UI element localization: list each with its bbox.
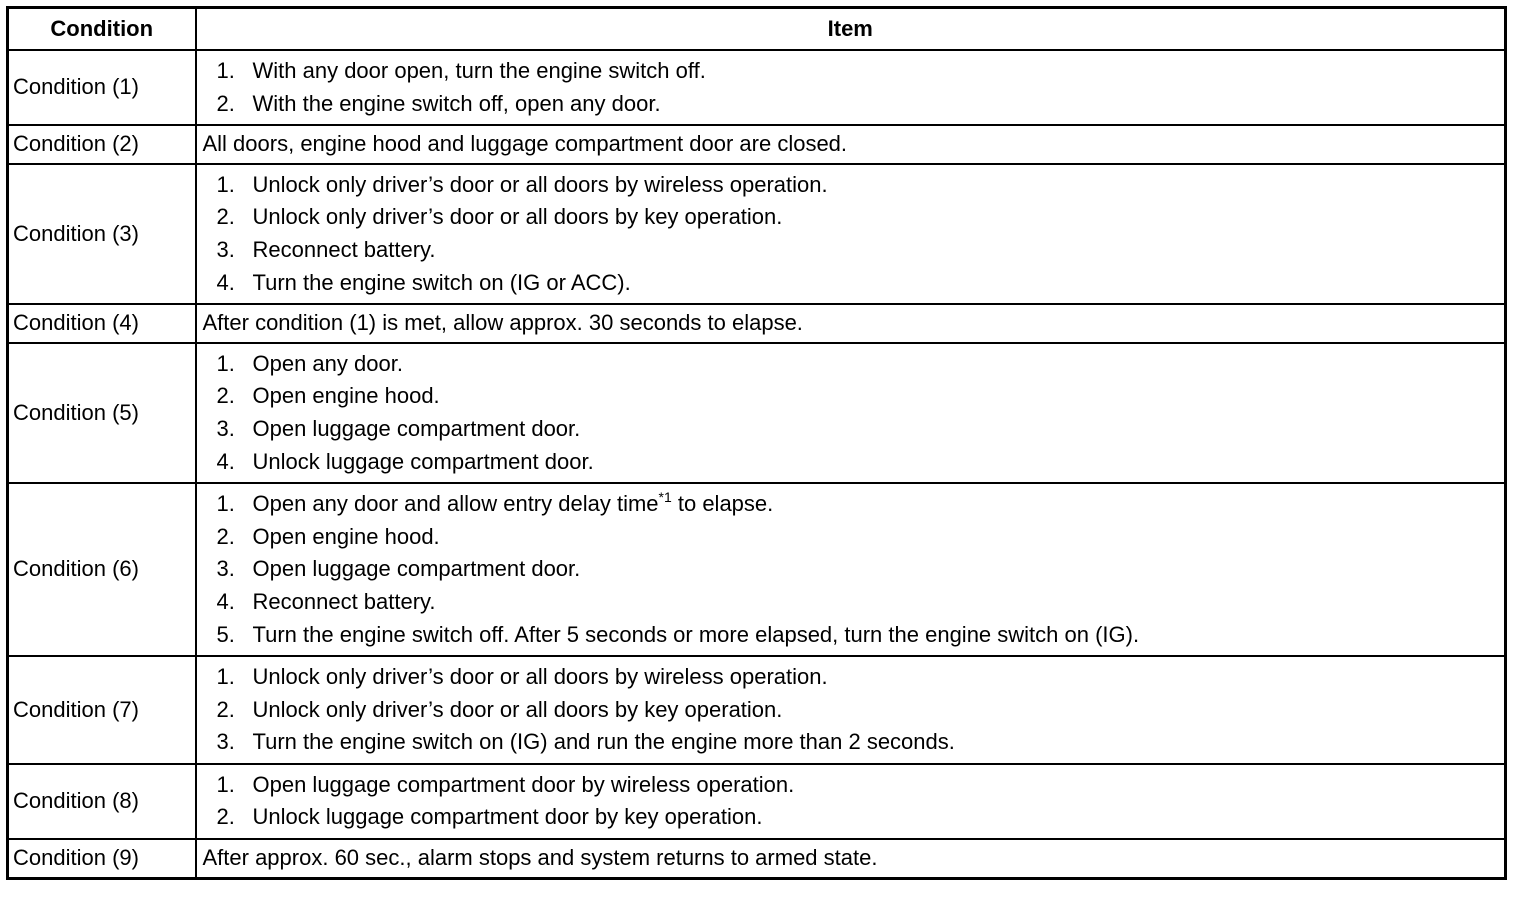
table-row xyxy=(8,483,1506,656)
table-row xyxy=(8,343,1506,483)
table-row xyxy=(8,656,1506,764)
step-text-continued: to elapse. xyxy=(671,491,774,517)
step-text: Unlock only driver’s door or all doors by key operation. xyxy=(252,696,783,722)
condition-cell: Condition (9) xyxy=(8,839,196,878)
footnote-marker: *1 xyxy=(658,489,672,506)
step-number: 4. xyxy=(216,269,235,295)
step-number: 4. xyxy=(216,588,235,614)
table-header xyxy=(8,8,1506,51)
list-item xyxy=(217,413,1505,446)
step-list xyxy=(203,348,1505,478)
step-number: 3. xyxy=(216,236,235,262)
step-number: 1. xyxy=(216,771,235,797)
step-number: 3. xyxy=(216,556,235,582)
step-number: 1. xyxy=(216,664,235,690)
step-number: 2. xyxy=(216,204,235,230)
list-item xyxy=(217,726,1505,759)
header-condition: Condition xyxy=(8,8,196,51)
list-item xyxy=(217,661,1505,694)
list-item xyxy=(217,553,1505,586)
step-number: 1. xyxy=(216,350,235,376)
step-text: Unlock only driver’s door or all doors by wireless operation. xyxy=(252,171,828,197)
list-item xyxy=(217,619,1505,652)
item-cell xyxy=(196,304,1506,343)
step-text: Unlock luggage compartment door by key operation. xyxy=(252,804,763,830)
table-row xyxy=(8,764,1506,839)
header-row xyxy=(8,8,1506,51)
step-number: 1. xyxy=(216,171,235,197)
step-text: Turn the engine switch on (IG) and run the engine more than 2 seconds. xyxy=(252,729,955,755)
list-item xyxy=(217,446,1505,479)
item-cell xyxy=(196,164,1506,304)
step-number: 2. xyxy=(216,523,235,549)
step-number: 3. xyxy=(216,729,235,755)
step-list xyxy=(203,169,1505,299)
list-item xyxy=(217,769,1505,802)
step-number: 2. xyxy=(216,804,235,830)
step-text: Open any door. xyxy=(252,350,403,376)
condition-cell: Condition (8) xyxy=(8,764,196,839)
step-list xyxy=(203,488,1505,651)
list-item xyxy=(217,380,1505,413)
step-number: 3. xyxy=(216,415,235,441)
step-text: Open luggage compartment door. xyxy=(252,556,581,582)
list-item xyxy=(217,88,1505,121)
table-body xyxy=(8,50,1506,878)
step-number: 5. xyxy=(216,621,235,647)
item-cell xyxy=(196,764,1506,839)
item-text: After condition (1) is met, allow approx. 30 seconds to elapse. xyxy=(202,310,803,336)
header-item: Item xyxy=(196,8,1506,51)
list-item xyxy=(217,169,1505,202)
table-row xyxy=(8,839,1506,878)
step-text: Turn the engine switch off. After 5 seconds or more elapsed, turn the engine switch on (IG). xyxy=(252,621,1140,647)
step-text: Open any door and allow entry delay time xyxy=(252,491,659,517)
step-text: Open luggage compartment door. xyxy=(252,415,581,441)
condition-cell: Condition (5) xyxy=(8,343,196,483)
condition-cell: Condition (7) xyxy=(8,656,196,764)
step-text: With any door open, turn the engine switch off. xyxy=(252,58,706,83)
list-item xyxy=(217,201,1505,234)
step-text: Unlock luggage compartment door. xyxy=(252,448,594,474)
step-list xyxy=(203,769,1505,834)
condition-cell: Condition (1) xyxy=(8,50,196,125)
step-number: 2. xyxy=(216,90,235,116)
table-row xyxy=(8,164,1506,304)
item-text: After approx. 60 sec., alarm stops and system returns to armed state. xyxy=(202,845,878,871)
condition-cell: Condition (3) xyxy=(8,164,196,304)
item-cell xyxy=(196,656,1506,764)
item-cell xyxy=(196,839,1506,878)
step-text: Unlock only driver’s door or all doors by wireless operation. xyxy=(252,664,828,690)
table-row xyxy=(8,304,1506,343)
list-item xyxy=(217,694,1505,727)
item-text: All doors, engine hood and luggage compartment door are closed. xyxy=(202,131,848,157)
step-text: Open engine hood. xyxy=(252,383,440,409)
condition-cell: Condition (2) xyxy=(8,125,196,164)
step-list xyxy=(203,661,1505,759)
item-cell xyxy=(196,483,1506,656)
table-row xyxy=(8,125,1506,164)
list-item xyxy=(217,348,1505,381)
step-text: Open engine hood. xyxy=(252,523,440,549)
step-number: 2. xyxy=(216,383,235,409)
conditions-table xyxy=(6,6,1507,880)
step-number: 1. xyxy=(216,491,235,517)
step-text: Unlock only driver’s door or all doors by key operation. xyxy=(252,204,783,230)
step-text: Open luggage compartment door by wireless operation. xyxy=(252,771,795,797)
condition-cell: Condition (6) xyxy=(8,483,196,656)
list-item xyxy=(217,586,1505,619)
item-cell xyxy=(196,343,1506,483)
step-text: Reconnect battery. xyxy=(252,588,436,614)
step-number: 4. xyxy=(216,448,235,474)
step-list xyxy=(203,55,1505,120)
list-item xyxy=(217,521,1505,554)
item-cell xyxy=(196,125,1506,164)
list-item xyxy=(217,488,1505,521)
step-text: Reconnect battery. xyxy=(252,236,436,262)
list-item xyxy=(217,234,1505,267)
list-item xyxy=(217,267,1505,300)
condition-cell: Condition (4) xyxy=(8,304,196,343)
item-cell xyxy=(196,50,1506,125)
list-item xyxy=(217,55,1505,88)
step-number: 1. xyxy=(216,58,235,83)
list-item xyxy=(217,801,1505,834)
step-number: 2. xyxy=(216,696,235,722)
step-text: With the engine switch off, open any door. xyxy=(252,90,661,116)
step-text: Turn the engine switch on (IG or ACC). xyxy=(252,269,631,295)
table-row xyxy=(8,50,1506,125)
